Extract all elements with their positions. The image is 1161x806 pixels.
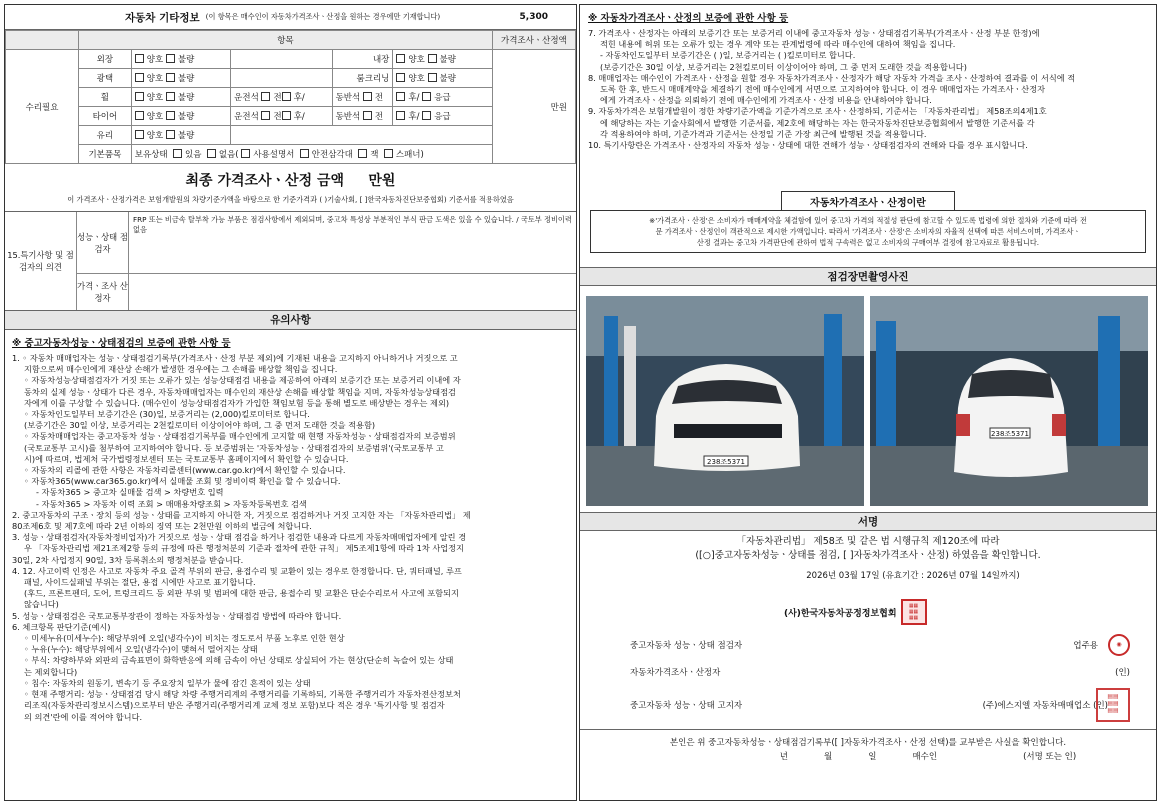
row-gloss: 광택 <box>79 69 132 88</box>
left-panel <box>4 4 577 801</box>
car-front-photo <box>586 296 864 506</box>
note-line: 30일, 2차 사업정지 90일, 3차 등록취소의 행정처분을 받습니다. <box>12 554 244 565</box>
perf-inspector-opinion: FRP 또는 비금속 탈부착 가능 부품은 점검사항에서 제외되며, 중고차 특성상 부분적인 부식 판금 도색은 있을 수 있습니다. / 국토부 정비이력 없음 <box>133 215 572 234</box>
note-line: 자에게 이를 구상할 수 있습니다. (매수인이 성능상태점검자가 가입한 책임보험 등을 통해 별도로 배상받는 경우는 제외) <box>24 397 450 408</box>
checkbox[interactable] <box>261 111 270 120</box>
checkbox[interactable] <box>396 111 405 120</box>
notes-list <box>12 353 569 723</box>
org-name: (사)한국자동차공정정보협회 <box>784 608 897 619</box>
note-line: ◦ 자동차성능상태점검자가 거짓 또는 오류가 있는 성능상태점검 내용을 제공하여 아래의 보증기간 또는 보증거리 이내에 자 <box>24 375 461 386</box>
checkbox[interactable] <box>282 92 291 101</box>
price-def-line: 문 가격조사ㆍ산정인이 객관적으로 제시한 가액입니다. 따라서 '가격조사ㆍ산정'은 소비자의 자율적 선택에 따른 서비스이며, 가격조사ㆍ <box>655 227 1081 236</box>
checkbox[interactable] <box>166 54 175 63</box>
checkbox[interactable] <box>166 92 175 101</box>
col-item-header: 항목 <box>79 31 493 50</box>
etc-info-title: 자동차 기타정보 <box>125 11 200 24</box>
special-notes-label: 15.특기사항 및 점검자의 의견 <box>5 212 77 310</box>
note-line: 시)에 따르며, 법제처 국가법령정보센터 또는 국토교통부 홈페이지에서 확인할 수 있습니다. <box>24 453 349 464</box>
checkbox[interactable] <box>173 149 182 158</box>
checkbox[interactable] <box>396 54 405 63</box>
checkbox[interactable] <box>363 92 372 101</box>
note-line: 1. ◦ 자동차 매매업자는 성능ㆍ상태점검기록부(가격조사ㆍ산정 부분 제외)에 기재된 내용을 고지하지 아니하거나 거짓으로 고 <box>12 353 458 363</box>
etc-info-note: (이 항목은 매수인이 자동차가격조사ㆍ산정을 원하는 경우에만 기재합니다) <box>205 12 441 21</box>
final-price-title: 최종 가격조사ㆍ산정 금액 <box>185 173 345 189</box>
dealer-seal: ▤▤ ▤▤ ▤▤ <box>1096 688 1130 722</box>
note-line: 우 「자동차관리법 제21조제2항 등의 규정에 따른 행정처분의 기준과 절차에 관한 규칙」 제5조제1항에 따라 1차 사업정지 <box>24 543 464 554</box>
checkbox[interactable] <box>166 130 175 139</box>
note-line: (후드, 프론트펜더, 도어, 트렁크리드 등 외판 부위 및 범퍼에 대한 판금, 용접수리 및 교환은 단순수리로서 사고에 포함되지 <box>24 588 459 599</box>
receipt-statement: 본인은 위 중고자동차성능ㆍ상태점검기록부([ ]자동차가격조사ㆍ산정 선택)를 교부받은 사실을 확인합니다. <box>669 738 1067 748</box>
note-line: ◦ 누유(누수): 해당부위에서 오일(냉각수)이 맺혀서 떨어지는 상태 <box>24 644 258 655</box>
plate-text-rear: 238조5371 <box>991 430 1029 438</box>
price-guarantee-line: 각 적용하여야 하며, 기준가격과 기준서는 산정일 기준 가장 최근에 발행된 것을 적용합니다. <box>600 128 927 139</box>
signer-rows <box>580 631 1156 725</box>
price-def-line: 산정 결과는 중고차 가격판단에 관하여 법적 구속력은 없고 소비자의 구매여부 결정에 참고자료로 활용됩니다. <box>696 238 1040 247</box>
checkbox[interactable] <box>135 73 144 82</box>
checkbox[interactable] <box>428 73 437 82</box>
signer-row-notifier: 중고자동차 성능ㆍ상태 고지자 (주)에스지엘 자동차매매업소 (인) ▤▤ ▤▤ ▤▤ <box>580 685 1156 725</box>
note-line: 6. 체크항목 판단기준(예시) <box>12 621 111 632</box>
price-def-text <box>590 210 1146 253</box>
right-panel <box>579 4 1157 801</box>
special-notes-section <box>5 212 576 311</box>
etc-info-header <box>5 5 576 30</box>
note-line: 3. 성능ㆍ상태점검자(자동차정비업자)가 거짓으로 성능ㆍ상태 점검을 하거나 점검한 내용과 다르게 자동차매매업자에게 알린 경 <box>12 532 467 543</box>
note-line: ◦ 자동차인도일부터 보증기간은 (30)일, 보증거리는 (2,000)킬로미터로 합니다. <box>24 409 310 420</box>
note-line: 는 제외합니다) <box>24 666 78 677</box>
row-interior: 내장 <box>332 50 393 69</box>
repair-table: 항목 가격조사ㆍ산정액 수리필요 외장 양호 불량 내장 양호 불량 만원 광택 양호 불량 룸크리닝 양호 불량 휠 양호 불량 운전석 전 후/ 동반석 전 후/ 응급 타이어 양호 불량 운전석 전 후/ 동반석 전 후/ 응급 유리 양호 불량 기본품목 보유상태 있음 없음( 사용설명서 안전삼각대 잭 스패너) <box>5 30 576 164</box>
checkbox[interactable] <box>166 111 175 120</box>
signer-row-price: 자동차가격조사ㆍ산정자 (인) <box>630 668 1130 678</box>
checkbox[interactable] <box>396 73 405 82</box>
price-inspector-label: 가격ㆍ조사 산정자 <box>77 274 129 310</box>
note-line: ◦ 자동차365(www.car365.go.kr)에서 실매물 조회 및 정비이력 확인을 할 수 있습니다. <box>24 476 341 487</box>
checkbox[interactable] <box>166 73 175 82</box>
signer-row-inspector: 중고자동차 성능ㆍ상태 점검자 업주용 ◉ <box>580 631 1156 659</box>
basic-items-label: 기본품목 <box>79 145 132 164</box>
plate-text-front: 238조5371 <box>707 458 745 466</box>
checkbox[interactable] <box>261 92 270 101</box>
receipt-date-line: 년 월 일 매수인 (서명 또는 인) <box>779 752 1077 762</box>
note-line: 2. 중고자동차의 구조ㆍ장치 등의 성능ㆍ상태를 고지하지 아니한 자, 거짓으로 점검하거나 거짓 고지한 자는 「자동차관리법」 제 <box>12 509 471 520</box>
note-line: ◦ 자동차매매업자는 중고자동차 성능ㆍ상태점검기록부를 매수인에게 고지할 때 현행 자동차성능ㆍ상태점검자의 보증범위 <box>24 431 456 442</box>
price-guarantee-line: 도록 한 후, 반드시 매매계약을 체결하기 전에 매수인에게 서면으로 고지하여야 합니다. 이 경우 매매업자는 가격조사ㆍ산정자 <box>600 84 1046 95</box>
checkbox[interactable] <box>363 111 372 120</box>
checkbox[interactable] <box>422 92 431 101</box>
checkbox[interactable] <box>428 54 437 63</box>
org-seal: ▦▦ ▦▦ ▦▦ <box>901 599 927 625</box>
price-guarantee-list <box>588 28 1148 151</box>
perf-inspector-label: 성능ㆍ상태 점검자 <box>77 212 129 273</box>
row-wheel: 휠 <box>79 88 132 107</box>
price-guarantee-line: 10. 특기사항란은 가격조사ㆍ산정자의 자동차 성능ㆍ상태에 대한 견해가 성능ㆍ상태점검자의 견해와 다를 경우 표시합니다. <box>588 140 1028 151</box>
note-line: 패널, 사이드실패널 부위는 절단, 용접 시에만 사고로 표기합니다. <box>24 577 256 588</box>
notes-body <box>5 330 576 728</box>
row-exterior: 외장 <box>79 50 132 69</box>
inspector-seal: ◉ <box>1108 634 1130 656</box>
note-line: 동차의 실제 성능ㆍ상태가 다른 경우, 자동차매매업자는 매수인의 재산상 손해를 배상할 책임을 지며, 자동차성능상태점검 <box>24 386 456 397</box>
note-line: ◦ 침수: 자동차의 원동기, 변속기 등 주요장치 일부가 물에 잠긴 흔적이 있는 상태 <box>24 677 311 688</box>
final-price-basis: 이 가격조사ㆍ산정가격은 보험개발원의 차량기준가액을 바탕으로 한 기준가격과 ( )기술사회, [ ]한국자동차진단보증협회) 기준서를 적용하였음 <box>67 195 514 204</box>
price-guarantee-line: 8. 매매업자는 매수인이 가격조사ㆍ산정을 원할 경우 자동차가격조사ㆍ산정자가 해당 자동차 가격을 조사ㆍ산정하여 결과를 이 서식에 적 <box>588 72 1076 83</box>
org-block <box>784 599 927 625</box>
price-guarantee-section <box>580 5 1156 191</box>
checkbox[interactable] <box>422 111 431 120</box>
receipt-section <box>580 729 1156 764</box>
checkbox[interactable] <box>396 92 405 101</box>
note-line: (보증기간은 30일 이상, 보증거리는 2천킬로미터 이상이어야 하며, 그 중 먼저 도래한 것을 적용함) <box>24 420 376 431</box>
note-line: 80조제6호 및 제7호에 따라 2년 이하의 징역 또는 2천만원 이하의 벌금에 처합니다. <box>12 521 312 532</box>
checkbox[interactable] <box>241 149 250 158</box>
sign-statement: 「자동차관리법」 제58조 및 같은 법 시행규칙 제120조에 따라 ([○]중고자동차성능ㆍ상태를 점검, [ ]자동차가격조사ㆍ산정) 하였음을 확인합니다. 2026년 03월 17일 (유효기간 : 2026년 07월 14일까지) <box>580 535 1156 583</box>
checkbox[interactable] <box>384 149 393 158</box>
checkbox[interactable] <box>358 149 367 158</box>
note-line: 의 의견'란에 이를 적어야 합니다. <box>24 711 143 722</box>
price-def-line: ※'가격조사ㆍ산정'은 소비자가 매매계약을 체결함에 있어 중고차 가격의 적절성 판단에 참고할 수 있도록 법령에 의한 절차와 기준에 따라 전 <box>649 216 1087 225</box>
notes-title: 유의사항 <box>5 311 576 330</box>
price-guarantee-line: 7. 가격조사ㆍ산정자는 아래의 보증기간 또는 보증거리 이내에 중고자동차 성능ㆍ상태점검기록부(가격조사ㆍ산정 부분 한정)에 <box>588 28 1040 38</box>
note-line: 5. 성능ㆍ상태점검은 국토교통부장관이 정하는 자동차성능ㆍ상태점검 방법에 따라야 합니다. <box>12 610 342 621</box>
note-line: (국토교통부 고시)를 첨부하여 고지하여야 합니다. 등 보증범위는 '자동차성능ㆍ상태점검자의 보증범위'(국토교통부 고 <box>24 442 444 453</box>
note-line: 리조직(자동차관리정보시스템)으로부터 받은 주행거리(주행거리계 교체 정보 포함)보다 적은 경우 '특기사항 및 점검자 <box>24 700 445 711</box>
note-line: - 자동차365 > 중고차 실매물 검색 > 차량번호 입력 <box>36 487 224 498</box>
price-guarantee-line: 적힌 내용에 허위 또는 오류가 있는 경우 계약 또는 관계법령에 따라 매수인에 대하여 책임을 집니다. <box>600 39 956 50</box>
note-line: ◦ 미세누유(미세누수): 해당부위에 오일(냉각수)이 비치는 정도로서 부품 노후로 인한 현상 <box>24 633 345 644</box>
price-def-box <box>590 191 1146 253</box>
final-price-unit: 만원 <box>368 173 396 189</box>
price-guarantee-line: 에게 가격조사ㆍ산정을 의뢰하기 전에 매수인에게 가격조사ㆍ산정 비용을 안내하여야 합니다. <box>600 95 932 106</box>
price-guarantee-line: (보증기간은 30일 이상, 보증거리는 2천킬로미터 이상이어야 하며, 그 중 먼저 도래한 것을 적용합니다) <box>600 61 967 72</box>
checkbox[interactable] <box>135 111 144 120</box>
row-tire: 타이어 <box>79 107 132 126</box>
checkbox[interactable] <box>282 111 291 120</box>
basic-items-row: 보유상태 있음 없음( 사용설명서 안전삼각대 잭 스패너) <box>131 145 492 164</box>
note-line: ◦ 부식: 차량하부와 외판의 금속표면이 화학반응에 의해 금속이 아닌 상태로 상실되어 가는 현상(단순히 녹슬어 있는 상태 <box>24 655 454 666</box>
note-line: 4. 12. 사고이력 인정은 사고로 자동차 주요 골격 부위의 판금, 용접수리 및 교환이 있는 경우로 한정합니다. 단, 쿼터패널, 루프 <box>12 565 462 576</box>
note-line: ◦ 자동차의 리콜에 관한 사항은 자동차리콜센터(www.car.go.kr)에서 확인할 수 있습니다. <box>24 465 346 476</box>
inspection-photo-front <box>586 296 864 506</box>
notes-heading: ※ 중고자동차성능ㆍ상태점검의 보증에 관한 사항 등 <box>12 338 231 349</box>
col-price-header: 가격조사ㆍ산정액 <box>492 31 575 50</box>
checkbox[interactable] <box>135 54 144 63</box>
row-glass: 유리 <box>79 126 132 145</box>
repair-label: 수리필요 <box>6 50 79 164</box>
photos-title: 점검장면촬영사진 <box>580 267 1156 286</box>
unit-manwon: 만원 <box>492 50 575 164</box>
note-line: ◦ 현재 주행거리: 성능ㆍ상태점검 당시 해당 차량 주행거리계의 주행거리를 기록하되, 기록한 주행거리가 자동차전산정보처 <box>24 689 461 700</box>
sign-title: 서명 <box>580 512 1156 531</box>
price-guarantee-line: 9. 자동차가격은 보험개발원이 정한 차량기준가액을 기준가격으로 조사ㆍ산정하되, 기준서는 「자동차관리법」 제58조의4제1호 <box>588 106 1047 117</box>
note-line: 지함으로써 매수인에게 재산상 손해가 발생한 경우에는 그 손해를 배상할 책임을 집니다. <box>24 364 338 375</box>
price-guarantee-line: 에 해당하는 자는 기술사회에서 발행한 기준서를, 제2호에 해당하는 자는 한국자동차진단보증협회에서 발행한 기준서를 각 <box>600 117 1035 128</box>
checkbox[interactable] <box>300 149 309 158</box>
price-guarantee-line: - 자동차인도일부터 보증기간은 ( )일, 보증거리는 ( )킬로미터로 합니다. <box>600 50 856 61</box>
checkbox[interactable] <box>135 92 144 101</box>
checkbox[interactable] <box>135 130 144 139</box>
checkbox[interactable] <box>207 149 216 158</box>
sign-date: 2026년 03월 17일 (유효기간 : 2026년 07월 14일까지) <box>806 571 1020 581</box>
car-rear-photo <box>870 296 1148 506</box>
price-guarantee-heading: ※ 자동차가격조사ㆍ산정의 보증에 관한 사항 등 <box>588 13 789 24</box>
inspection-photo-rear <box>870 296 1148 506</box>
row-room-clean: 룸크리닝 <box>332 69 393 88</box>
price-def-title: 자동차가격조사ㆍ산정이란 <box>781 191 955 211</box>
note-line: - 자동차365 > 자동차 이력 조회 > 매매용차량조회 > 자동차등록번호 검색 <box>36 498 307 509</box>
etc-info-amount: 5,300 <box>519 12 548 22</box>
final-price-section <box>5 164 576 212</box>
note-line: 않습니다) <box>24 599 59 610</box>
